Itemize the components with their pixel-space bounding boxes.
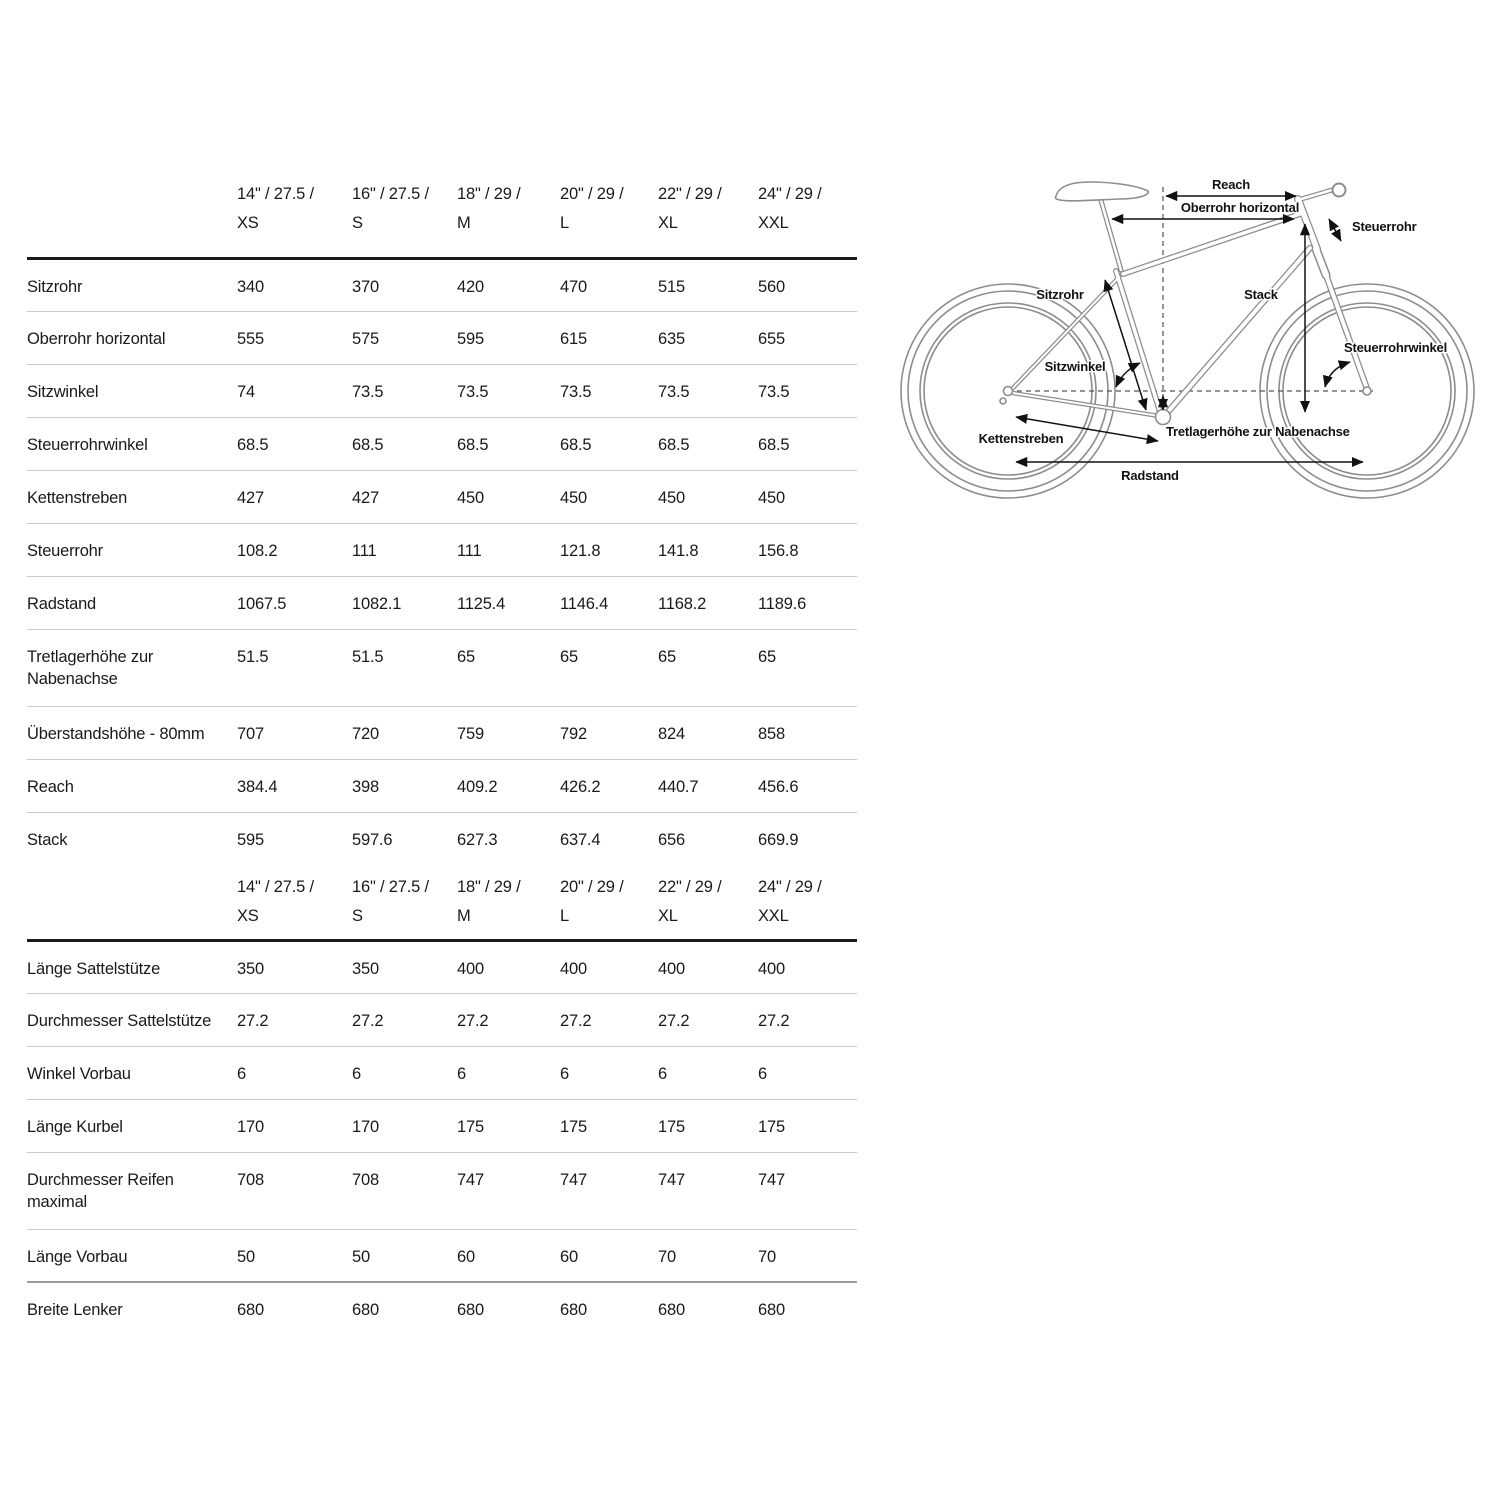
diagram-label-oberrohr: Oberrohr horizontal [1180, 200, 1300, 215]
table-row [27, 523, 857, 576]
cell: 409.2 [457, 759, 560, 812]
table-row [27, 1099, 857, 1152]
row-label: Steuerrohr [27, 523, 237, 576]
cell: 627.3 [457, 830, 498, 849]
row-label: Sitzrohr [27, 258, 237, 311]
table-row [27, 311, 857, 364]
cell: 400 [560, 940, 658, 993]
size-header-dims: 14" / 27.5 / [237, 878, 314, 896]
cell: 450 [560, 470, 658, 523]
cell: 27.2 [457, 993, 560, 1046]
cell: 370 [352, 258, 457, 311]
cell: 68.5 [658, 417, 758, 470]
diagram-label-sitzrohr: Sitzrohr [1036, 287, 1084, 302]
table-row [27, 706, 857, 759]
cell: 747 [560, 1152, 658, 1229]
size-header-spacer [27, 865, 237, 940]
cell: 398 [352, 759, 457, 812]
row-label: Länge Sattelstütze [27, 940, 237, 993]
cell: 555 [237, 311, 352, 364]
cell: 70 [658, 1229, 758, 1282]
cell: 50 [352, 1229, 457, 1282]
sitzwinkel-arc [1116, 363, 1140, 387]
row-label: Überstandshöhe - 80mm [27, 706, 237, 759]
size-header [457, 865, 560, 940]
cell: 400 [658, 940, 758, 993]
cell: 27.2 [352, 993, 457, 1046]
cell: 60 [457, 1229, 560, 1282]
size-header-dims: 16" / 27.5 / [352, 878, 429, 896]
cell: 68.5 [560, 417, 658, 470]
row-label: Durchmesser Sattelstütze [27, 993, 237, 1046]
cell: 6 [352, 1046, 457, 1099]
cell: 68.5 [758, 417, 857, 470]
size-header-dims: 16" / 27.5 / [352, 185, 429, 203]
size-header-code: L [560, 907, 569, 925]
cell: 50 [237, 1229, 352, 1282]
cell: 65 [560, 629, 658, 706]
steuerrohr-arrow [1329, 219, 1341, 241]
geometry-table [27, 180, 857, 865]
cell: 350 [237, 940, 352, 993]
table-row [27, 1152, 857, 1229]
cell: 70 [758, 1229, 857, 1282]
cell: 615 [560, 311, 658, 364]
size-header-code: L [560, 214, 569, 232]
row-label: Winkel Vorbau [27, 1046, 237, 1099]
components-table [27, 865, 857, 1335]
front-axle [1363, 387, 1371, 395]
cell: 635 [658, 311, 758, 364]
size-header-code: M [457, 907, 471, 925]
row-label: Durchmesser Reifen maximal [27, 1152, 237, 1229]
cell: 708 [352, 1152, 457, 1229]
cell: 1168.2 [658, 576, 758, 629]
size-header-dims: 20" / 29 / [560, 185, 624, 203]
cell: 68.5 [237, 417, 352, 470]
cell: 420 [457, 258, 560, 311]
cell: 595 [237, 830, 264, 849]
cell: 1125.4 [457, 576, 560, 629]
handlebar-grip [1333, 184, 1346, 197]
bottom-bracket [1156, 410, 1171, 425]
saddle [1055, 182, 1148, 201]
size-header [457, 180, 560, 258]
cell: 515 [658, 258, 758, 311]
cell: 51.5 [352, 629, 457, 706]
cell: 141.8 [658, 523, 758, 576]
cell: 121.8 [560, 523, 658, 576]
cell: 575 [352, 311, 457, 364]
size-header-dims: 18" / 29 / [457, 878, 521, 896]
size-header [658, 180, 758, 258]
size-header-code: XS [237, 907, 259, 925]
diagram-label-reach: Reach [1211, 177, 1251, 192]
cell: 68.5 [457, 417, 560, 470]
cell: 27.2 [237, 993, 352, 1046]
row-label: Länge Kurbel [27, 1099, 237, 1152]
table-row [27, 1229, 857, 1282]
row-label: Oberrohr horizontal [27, 311, 237, 364]
row-label: Radstand [27, 576, 237, 629]
row-label: Reach [27, 759, 237, 812]
components-table-body [27, 865, 857, 1335]
size-header [758, 865, 857, 940]
cell: 1067.5 [237, 576, 352, 629]
cell: 858 [758, 706, 857, 759]
size-header-code: XXL [758, 214, 789, 232]
size-header-code: XL [658, 907, 678, 925]
table-row [27, 364, 857, 417]
cell: 440.7 [658, 759, 758, 812]
size-header-row [27, 865, 857, 940]
size-header-dims: 22" / 29 / [658, 185, 722, 203]
cell: 595 [457, 311, 560, 364]
cell: 747 [658, 1152, 758, 1229]
cell: 680 [560, 1301, 587, 1319]
cell: 427 [237, 470, 352, 523]
cell: 450 [457, 470, 560, 523]
size-header-dims: 18" / 29 / [457, 185, 521, 203]
cell: 51.5 [237, 629, 352, 706]
cell: 6 [658, 1046, 758, 1099]
table-row [27, 993, 857, 1046]
cell: 400 [457, 940, 560, 993]
size-header-dims: 24" / 29 / [758, 185, 822, 203]
size-header [237, 180, 352, 258]
cell: 655 [758, 311, 857, 364]
cell: 560 [758, 258, 857, 311]
cell: 6 [457, 1046, 560, 1099]
cell: 65 [658, 629, 758, 706]
table-row [27, 1282, 857, 1335]
table-row [27, 258, 857, 311]
cell: 680 [658, 1301, 685, 1319]
diagram-label-kettenstreben: Kettenstreben [978, 431, 1064, 446]
table-row [27, 759, 857, 812]
size-header-code: M [457, 214, 471, 232]
cell: 73.5 [560, 364, 658, 417]
cell: 175 [758, 1099, 857, 1152]
table-row [27, 1046, 857, 1099]
diagram-label-stack: Stack [1244, 287, 1278, 302]
size-header-dims: 20" / 29 / [560, 878, 624, 896]
cell: 824 [658, 706, 758, 759]
diagram-label-tretlager: Tretlagerhöhe zur Nabenachse [1166, 424, 1350, 439]
size-header-code: XL [658, 214, 678, 232]
cell: 747 [457, 1152, 560, 1229]
diagram-label-steuerrohr: Steuerrohr [1352, 219, 1417, 234]
cell: 1082.1 [352, 576, 457, 629]
cell: 427 [352, 470, 457, 523]
cell: 450 [758, 470, 857, 523]
table-row [27, 417, 857, 470]
cell: 456.6 [758, 759, 857, 812]
cell: 6 [758, 1046, 857, 1099]
cell: 792 [560, 706, 658, 759]
cell: 111 [352, 523, 457, 576]
cell: 74 [237, 364, 352, 417]
row-label: Breite Lenker [27, 1301, 123, 1319]
row-label: Steuerrohrwinkel [27, 417, 237, 470]
cell: 426.2 [560, 759, 658, 812]
cell: 170 [352, 1099, 457, 1152]
table-row [27, 576, 857, 629]
size-header-code: XXL [758, 907, 789, 925]
row-label: Kettenstreben [27, 470, 237, 523]
cell: 68.5 [352, 417, 457, 470]
steuerrohrwinkel-arc [1325, 362, 1350, 387]
size-header [560, 180, 658, 258]
cell: 1146.4 [560, 576, 658, 629]
cell: 759 [457, 706, 560, 759]
size-header-code: S [352, 907, 363, 925]
cell: 27.2 [560, 993, 658, 1046]
diagram-label-steuerrohrwinkel: Steuerrohrwinkel [1344, 340, 1447, 355]
size-header [352, 865, 457, 940]
size-header [560, 865, 658, 940]
rear-derailleur [1000, 398, 1006, 404]
cell: 175 [560, 1099, 658, 1152]
size-header-dims: 22" / 29 / [658, 878, 722, 896]
cell: 156.8 [758, 523, 857, 576]
cell: 27.2 [658, 993, 758, 1046]
cell: 175 [658, 1099, 758, 1152]
cell: 1189.6 [758, 576, 857, 629]
size-header-dims: 14" / 27.5 / [237, 185, 314, 203]
cell: 597.6 [352, 830, 393, 849]
cell: 73.5 [457, 364, 560, 417]
cell: 6 [560, 1046, 658, 1099]
cell: 680 [457, 1301, 484, 1319]
cell: 400 [758, 940, 857, 993]
diagram-label-radstand: Radstand [1121, 468, 1179, 483]
size-header-row [27, 180, 857, 258]
cell: 637.4 [560, 830, 601, 849]
cell: 60 [560, 1229, 658, 1282]
size-header [237, 865, 352, 940]
table-row [27, 940, 857, 993]
cell: 470 [560, 258, 658, 311]
cell: 73.5 [758, 364, 857, 417]
cell: 450 [658, 470, 758, 523]
size-header [758, 180, 857, 258]
cell: 65 [457, 629, 560, 706]
cell: 669.9 [758, 830, 799, 849]
frame-outline [1013, 190, 1366, 416]
cell: 720 [352, 706, 457, 759]
cell: 65 [758, 629, 857, 706]
cell: 340 [237, 258, 352, 311]
table-row [27, 470, 857, 523]
cell: 350 [352, 940, 457, 993]
size-header-code: S [352, 214, 363, 232]
size-header-spacer [27, 180, 237, 258]
row-label: Stack [27, 830, 68, 849]
rear-axle [1004, 387, 1013, 396]
cell: 708 [237, 1152, 352, 1229]
row-label: Länge Vorbau [27, 1229, 237, 1282]
cell: 656 [658, 830, 685, 849]
table-row [27, 629, 857, 706]
cell: 6 [237, 1046, 352, 1099]
cell: 680 [758, 1301, 785, 1319]
cell: 384.4 [237, 759, 352, 812]
cell: 747 [758, 1152, 857, 1229]
geometry-table-body [27, 180, 857, 865]
cell: 175 [457, 1099, 560, 1152]
cell: 111 [457, 523, 560, 576]
row-label: Tretlagerhöhe zur Nabenachse [27, 629, 237, 706]
diagram-label-sitzwinkel: Sitzwinkel [1044, 359, 1106, 374]
size-header [658, 865, 758, 940]
cell: 108.2 [237, 523, 352, 576]
size-header [352, 180, 457, 258]
size-header-code: XS [237, 214, 259, 232]
cell: 73.5 [658, 364, 758, 417]
cell: 73.5 [352, 364, 457, 417]
row-label: Sitzwinkel [27, 364, 237, 417]
cell: 27.2 [758, 993, 857, 1046]
size-header-dims: 24" / 29 / [758, 878, 822, 896]
cell: 680 [352, 1301, 379, 1319]
bike-geometry-diagram [880, 140, 1500, 510]
cell: 707 [237, 706, 352, 759]
cell: 170 [237, 1099, 352, 1152]
table-row [27, 812, 857, 865]
cell: 680 [237, 1301, 264, 1319]
